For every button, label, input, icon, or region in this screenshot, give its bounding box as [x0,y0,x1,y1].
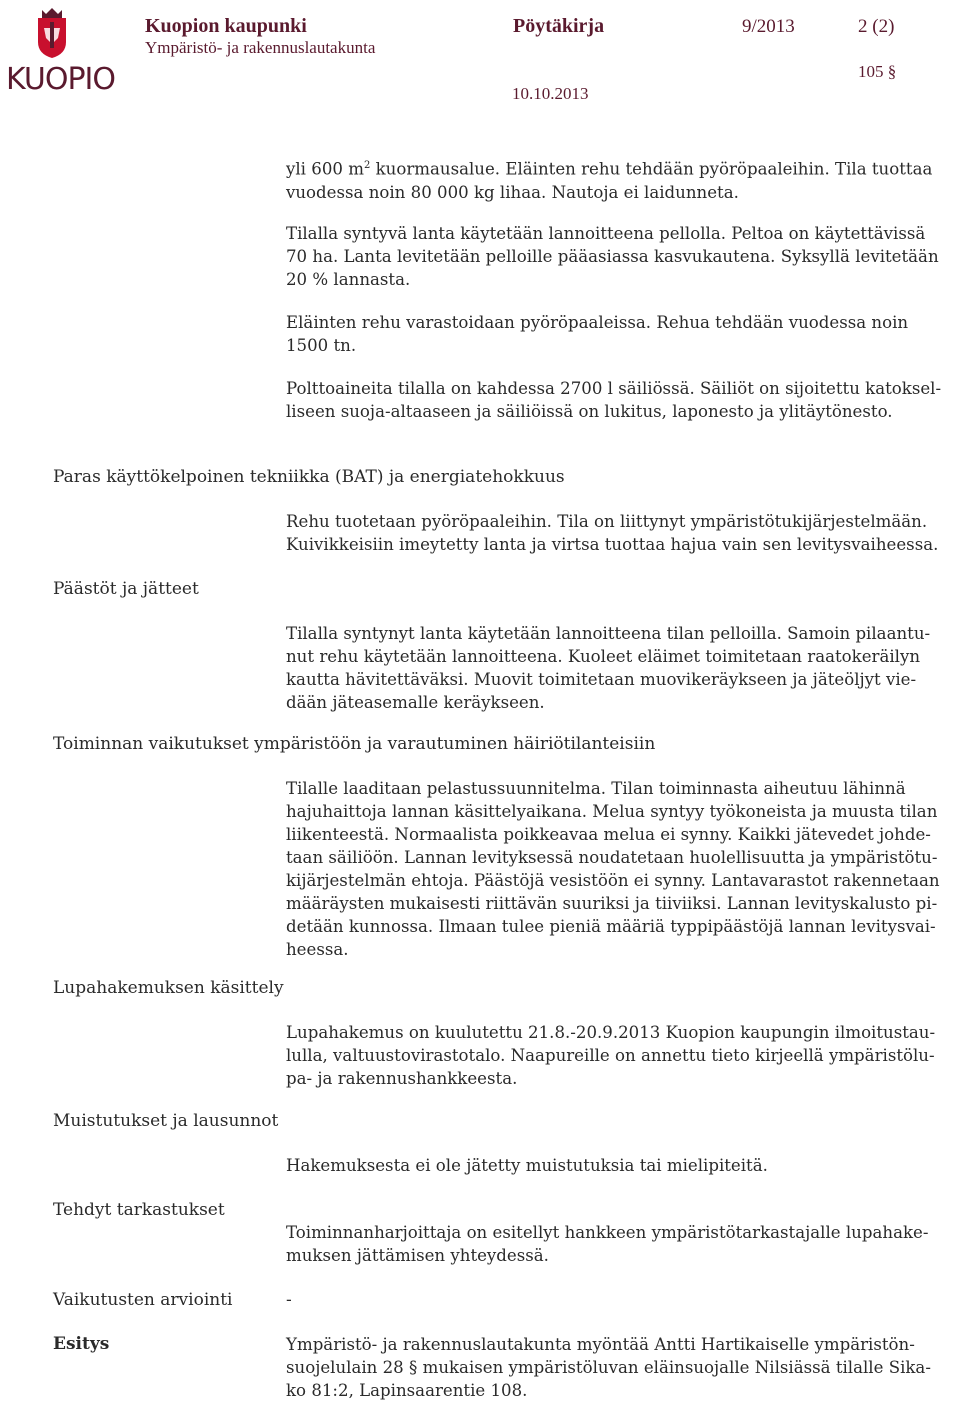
text-processing: Lupahakemus on kuulutettu 21.8.-20.9.2013 Kuopion kaupungin ilmoitustau- lulla, valtuustovirastotalo. Naapureille on annettu tieto kirjeellä ympäristölu- pa- ja rakennushankkeesta. [286,1023,936,1088]
paragraph-feed: Eläinten rehu varastoidaan pyöröpaaleissa. Rehua tehdään vuodessa noin 1500 tn. [286,313,909,355]
heading-bat: Paras käyttökelpoinen tekniikka (BAT) ja energiatehokkuus [53,467,565,487]
committee-name: Ympäristö- ja rakennuslautakunta [145,38,376,57]
document-number: 9/2013 [742,16,795,37]
kuopio-logo [4,4,115,97]
document-type: Pöytäkirja [513,15,605,37]
heading-proposal: Esitys [53,1334,110,1354]
heading-remarks: Muistutukset ja lausunnot [53,1111,279,1131]
coat-of-arms-icon [32,4,72,60]
logo-wordmark: KUOPIO [6,62,115,97]
text-remarks: Hakemuksesta ei ole jätetty muistutuksia tai mielipiteitä. [286,1156,768,1175]
text-inspections: Toiminnanharjoittaja on esitellyt hankkeen ympäristötarkastajalle lupahake- muksen jättämisen yhteydessä. [286,1223,929,1265]
heading-processing: Lupahakemuksen käsittely [53,978,284,998]
paragraph-loading-area: yli 600 $m^2$ kuormausalue. Eläinten rehu tehdään pyöröpaaleihin. Tila tuottaa vuodessa noin 80 000 kg lihaa. Nautoja ei laidunneta. [286,159,933,202]
paragraph-fuel: Polttoaineita tilalla on kahdessa 2700 l säiliössä. Säiliöt on sijoitettu katoksel- liseen suoja-altaaseen ja säiliöissä on lukitus, laponesto ja ylitäytönesto. [286,379,942,421]
heading-impacts: Toiminnan vaikutukset ympäristöön ja varautuminen häiriötilanteisiin [53,734,656,754]
text-assessment: - [286,1290,292,1310]
heading-emissions: Päästöt ja jätteet [53,579,199,599]
section-number: 105 § [858,62,897,81]
text-bat: Rehu tuotetaan pyöröpaaleihin. Tila on liittynyt ympäristötukijärjestelmään. Kuivikkeisiin imeytetty lanta ja virtsa tuottaa hajua vain sen levitysvaiheessa. [286,512,939,554]
org-name: Kuopion kaupunki [145,15,307,37]
page-number: 2 (2) [858,16,895,37]
text-proposal: Ympäristö- ja rakennuslautakunta myöntää Antti Hartikaiselle ympäristön- suojelulain 28 § mukaisen ympäristöluvan eläinsuojalle Nilsiässä tilalle Sika- ko 81:2, Lapinsaarentie 108. [286,1335,931,1400]
meeting-date: 10.10.2013 [512,84,589,103]
heading-inspections: Tehdyt tarkastukset [53,1200,225,1220]
paragraph-manure: Tilalla syntyvä lanta käytetään lannoitteena pellolla. Peltoa on käytettävissä 70 ha. Lanta levitetään pelloille pääasiassa kasvukautena. Syksyllä levitetään 20 % lannasta. [286,224,939,289]
heading-assessment: Vaikutusten arviointi [53,1290,233,1310]
text-impacts: Tilalle laaditaan pelastussuunnitelma. Tilan toiminnasta aiheutuu lähinnä hajuhaittoja lannan käsittelyaikana. Melua syntyy työkoneista ja muusta tilan liikenteestä. Normaalista poikkeavaa melua ei synny. Kaikki jätevedet johde- taan säiliöön. Lannan levityksessä noudatetaan huolellisuutta ja ympäristötu- kijärjestelmän ehtoja. Päästöjä vesistöön ei synny. Lantavarastot rakennetaan määräysten mukaisesti riittävän suuriksi ja tiiviiksi. Lannan levityskalusto pi- detään kunnossa. Ilmaan tulee pieniä määriä typpipäästöjä lannan levitysvai- heessa. [286,779,940,959]
text-emissions: Tilalla syntynyt lanta käytetään lannoitteena tilan pelloilla. Samoin pilaantu- nut rehu käytetään lannoitteena. Kuoleet eläimet toimitetaan raatokeräilyn kautta hävitettäväksi. Muovit toimitetaan muovikeräykseen ja jäteöljyt vie- dään jäteasemalle keräykseen. [286,624,931,712]
